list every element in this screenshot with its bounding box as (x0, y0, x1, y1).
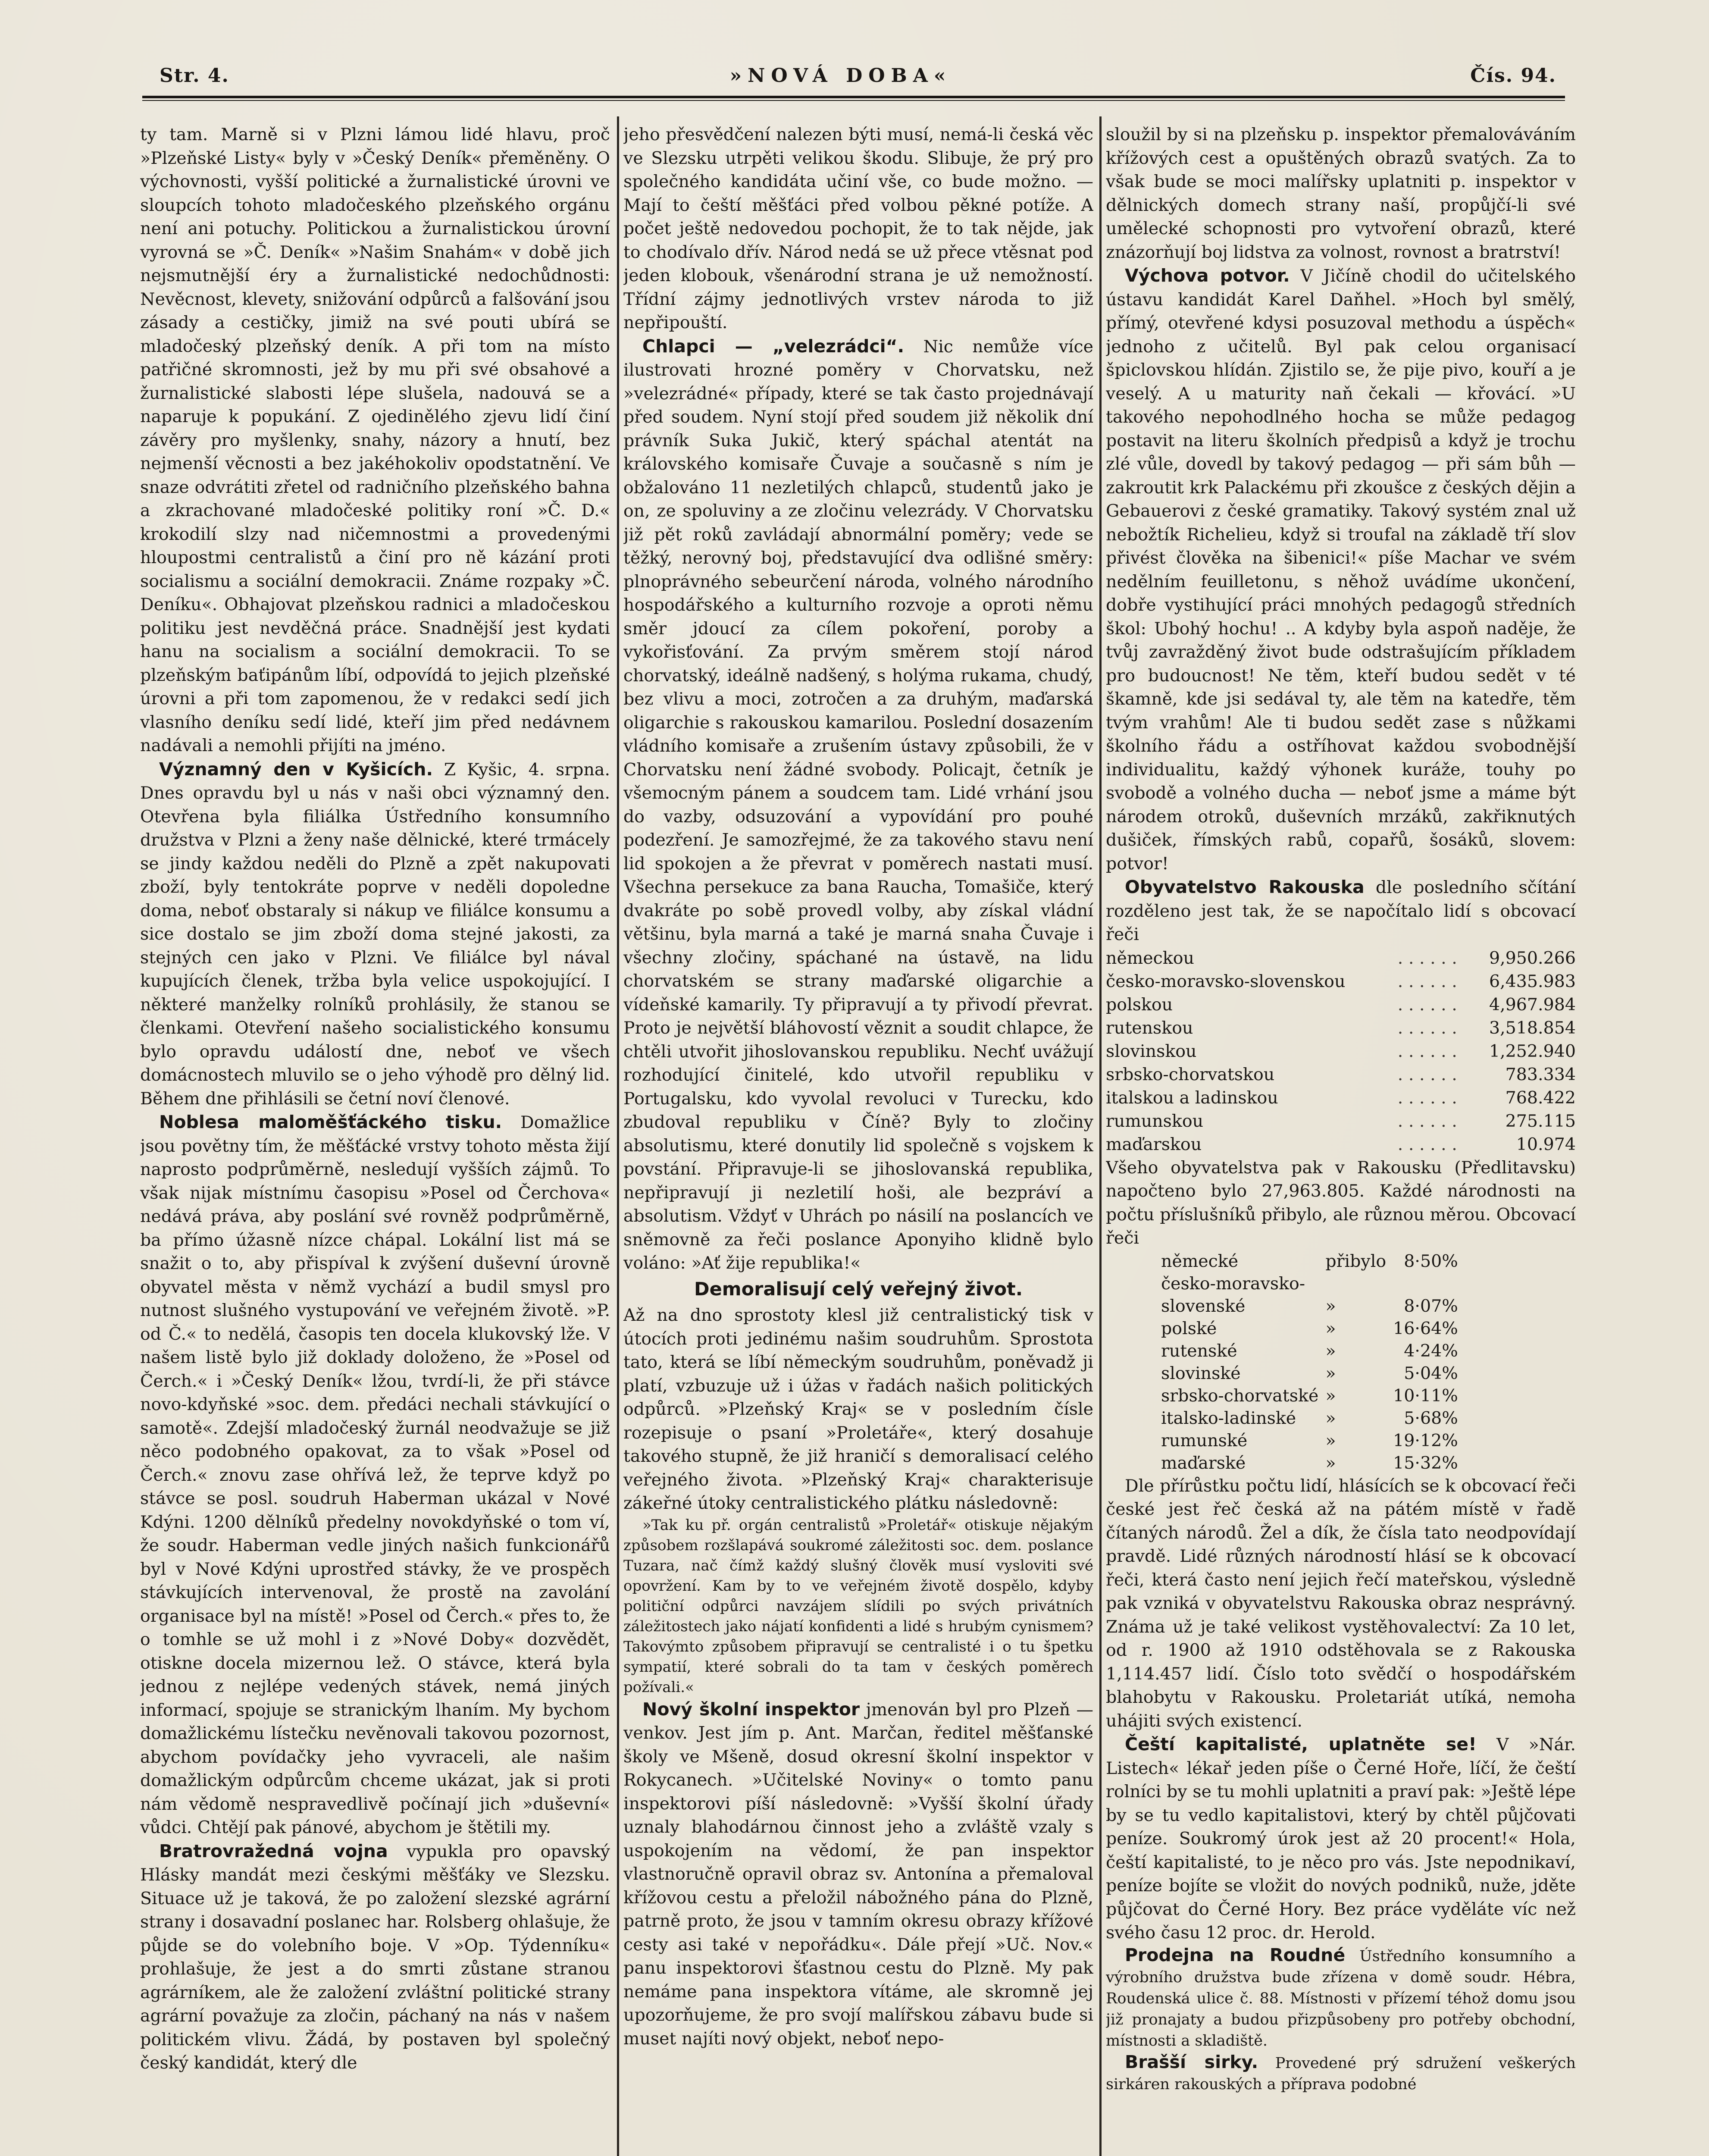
article-text: ty tam. Marně si v Plzni lámou lidé hlavu, proč »Plzeňské Listy« byly v »Český Deník« přeměněny. O výchovnosti, vyšší politické a žurnalistické úrovni ve sloupcích tohoto mladočeského plzeňského orgánu není ani potuchy. Politickou a žurnalistickou úrovní vyrovná se »Č. Deník« »Našim Snahám« v době jich nejsmutnější éry a žurnalistické nedochůdnosti: Nevěcnost, klevety, snižování odpůrců a falšování jsou zásady a cestičky, jimiž na své pouti ubírá se mladočeský plzeňský deník. A při tom na místo patřičné skromnosti, jež by mu při své obsahové a žurnalistické slabosti lépe slušela, nadouvá se a naparuje k popukání. Z ojedinělého zjevu lidí činí závěry pro myšlenky, snahy, názory a hnutí, bez nejmenší věcnosti a bez jakéhokoliv opodstatnění. Ve snaze odvrátiti zřetel od radničního plzeňského bahna a zkrachované mladočeské politiky roní »Č. D.« krokodilí slzy nad ničemnostmi a provedenými hloupostmi centralistů a činí pro ně kázání proti socialismu a sociální demokracii. Známe rozpaky »Č. Deníku«. Obhajovat plzeňskou radnici a mladočeskou politiku jest nevděčná práce. Snadnější jest kydati hanu na socialism a sociální demokracii. To se plzeňským baťipánům líbí, odpovídá to jejich plzeňské úrovni a při tom zapomenou, že v redakci sedí jich vlasního deníku sedí lidé, kteří jim před nedávnem nadávali a nemohli přijíti na jméno. (140, 125, 610, 755)
growth-value: 15·32% (1393, 1453, 1458, 1473)
table-row (1106, 1040, 1576, 1063)
newspaper-title: »NOVÁ DOBA« (729, 65, 952, 87)
table-row (1106, 1063, 1576, 1086)
population-value: 9,950.266 (1489, 948, 1576, 968)
table-row (1106, 993, 1576, 1016)
article-heading: Brašší sirky. (1125, 2051, 1258, 2072)
growth-value: 8·07% (1404, 1296, 1458, 1316)
article-text: Domažlice jsou povětny tím, že měšťácké vrstvy tohoto města žijí naprosto podprůměrně, nesledují vyšších zájmů. To však nijak místnímu časopisu »Posel od Čerchova« nedává práva, aby poslání své rovněž podprůměrně, ba přímo úžasně nízce chápal. Lokální list má se snažit o to, aby přispíval k zvýšení duševní úrovně obyvatel města v němž vychází a budil smysl pro nutnost slušného vystupování ve veřejném životě. »P. od Č.« to nedělá, časopis ten docela klukovský lže. V našem listě bylo již doklady doloženo, že »Posel od Čerch.« i »Český Deník« lžou, tvrdí-li, že při stávce novo-kdyňské »soc. dem. předáci nechali stávkující o samotě«. Zdejší mladočeský žurnál neodvažuje se již něco podobného opakovat, za to však »Posel od Čerch.« znovu zase ohřívá lež, že teprve když po stávce se posl. soudruh Haberman ukázal v Nové Kdýni. 1200 dělníků předelny novokdyňské o tom ví, že soudr. Haberman vedle jiných našich funkcionářů byl v Nové Kdýni uprostřed stávky, že ve prospěch stávkujících intervenoval, že prostě na zavolání organisace byl na místě! »Posel od Čerch.« přes to, že o tomhle se už mohl i z »Nové Doby« dozvědět, otiskne docela mizernou lež. O stávce, která byla jednou z nejlépe vedených stávek, nemá jiných informací, spojuje se stranickým lhaním. My bychom domažlickému lístečku nevěnovali takovou pozornost, abychom povídačky jeho vyvraceli, ale našim domažlickým odpůrcům chceme ukázat, jak si proti nám vědomě nespravedlivě počínají jich »duševní« vůdci. Chtějí pak pánové, abychom je štětili my. (140, 1112, 610, 1837)
language-label: německou (1106, 948, 1194, 968)
growth-mark: » (1325, 1430, 1336, 1451)
article-text: Provedené prý sdružení veškerých sirkáren rakouských a příprava podobné (1106, 2054, 1576, 2093)
article-text: Z Kyšic, 4. srpna. Dnes opravdu byl u nás v naši obci významný den. Otevřena byla filiálka Ústředního konsumního družstva v Plzni a ženy naše dělnické, které trmácely se jindy každou neděli do Plzně a zpět nakupovati zboží, byly tentokráte poprve v neděli dopoledne doma, neboť obstaraly si nákup ve filiálce konsumu a sice dostalo se jim zboží doma stejné jakosti, za stejných cen jako v Plzni. Ve filiálce byl nával kupujících členek, tržba byla velice uspokojující. I některé manželky rolníků prohlásily, že stanou se členkami. Otevření našeho socialistického konsumu bylo opravdu událostí dne, neboť ve všech domácnostech mluvilo se o jeho výhodě pro dělný lid. Během dne přihlásili se četní noví členové. (140, 759, 610, 1109)
language-label: česko-moravsko- (1161, 1273, 1305, 1294)
population-value: 3,518.854 (1489, 1018, 1576, 1038)
article-heading: Výchova potvor. (1125, 265, 1290, 286)
article-paragraph (1106, 2052, 1576, 2095)
article-paragraph (623, 1698, 1093, 2051)
growth-table (1158, 1250, 1462, 1474)
leader-dots: . . . . . . (1397, 1087, 1457, 1108)
table-row (1106, 1133, 1576, 1156)
article-text: sloužil by si na plzeňsku p. inspektor přemalováváním křížových cest a opuštěných obrazů svatých. Za to však bude se moci malířsky uplatniti p. inspektor v dělnických domech strany naší, propůjčí-li své umělecké schopnosti pro vytvoření obrazů, které znázorňují boj lidstva za volnost, rovnost a bratrství! (1106, 125, 1576, 262)
article-text: jmenován byl pro Plzeň — venkov. Jest jím p. Ant. Marčan, ředitel měšťanské školy ve Mšeně, dosud okresní školní inspektor v Rokycanech. »Učitelské Noviny« o tomto panu inspektorovi píší následovně: »Vyšší školní úřady uznaly blahodárnou činnost jeho a zvláště vzaly s uspokojením na vědomí, že pan inspektor vlastnoručně opravil obraz sv. Antonína a přemaloval křížovou cestu a přeložil nábožného pána do Plzně, patrně proto, že jsou v tamním okresu obrazy křížové cesty asi také v nepořádku«. Dále přejí »Uč. Nov.« panu inspektorovi šťastnou cestu do Plzně. My pak nemáme pana inspektora vítáme, ale skromně jej upozorňujeme, že pro svojí malířskou zábavu bude si muset najíti nový objekt, neboť nepo- (623, 1699, 1093, 2049)
article-heading: Demoralisují celý veřejný život. (694, 1278, 1023, 1300)
leader-dots: . . . . . . (1397, 948, 1457, 968)
header-rule (142, 96, 1565, 98)
leader-dots: . . . . . . (1397, 1041, 1457, 1061)
population-value: 768.422 (1505, 1087, 1576, 1108)
page-header (125, 65, 1556, 91)
header-rule-thin (142, 100, 1565, 101)
growth-mark: » (1325, 1363, 1336, 1383)
table-row (1106, 1109, 1576, 1133)
article-heading: Prodejna na Roudné (1125, 1944, 1346, 1965)
growth-mark (1322, 1272, 1390, 1295)
language-label: slovinské (1161, 1363, 1241, 1383)
language-label: rutenské (1161, 1341, 1237, 1361)
table-row (1158, 1272, 1462, 1295)
table-row (1106, 1086, 1576, 1109)
growth-value: 4·24% (1404, 1341, 1458, 1361)
language-label: rumunskou (1106, 1111, 1204, 1131)
table-row (1158, 1362, 1462, 1385)
language-label: česko-moravsko-slovenskou (1106, 971, 1346, 991)
language-label: rutenskou (1106, 1018, 1193, 1038)
language-label: polské (1161, 1318, 1217, 1338)
population-value: 1,252.940 (1489, 1041, 1576, 1061)
growth-mark: » (1325, 1318, 1336, 1338)
article-text: dle posledního sčítání rozděleno jest tak, že se napočítalo lidí s obcovací řeči (1106, 877, 1576, 944)
table-row (1158, 1295, 1462, 1317)
population-value: 4,967.984 (1489, 994, 1576, 1015)
article-heading: Chlapci — „velezrádci“. (642, 335, 905, 357)
table-row (1106, 1016, 1576, 1040)
article-heading: Čeští kapitalisté, uplatněte se! (1125, 1734, 1477, 1755)
growth-mark: » (1325, 1408, 1336, 1428)
article-heading: Noblesa maloměšťáckého tisku. (159, 1112, 502, 1132)
article-text: Ústředního konsumního a výrobního družstva bude zřízena v domě soudr. Hébra, Roudenská ulice č. 88. Místnosti v přízemí téhož domu jsou již pronajaty a budou přizpůsobeny pro potřeby obchodní, místnosti a skladiště. (1106, 1947, 1576, 2049)
article-text: Nic nemůže více ilustrovati hrozné poměry v Chorvatsku, než »velezrádné« případy, které se tak často projednávají před soudem. Nyní stojí před soudem již několik dní právník Suka Jukič, který spáchal atentát na královského komisaře Čuvaje a současně s ním je obžalováno 11 nezletilých chlapců, studentů jako je on, ze spoluviny a ze zločinu velezrády. V Chorvatsku již pět roků zavládají abnormální poměry; vede se těžký, nerovný boj, představující dva odlišné směry: plnoprávného sebeurčení národa, volného národního hospodářského a kulturního rozvoje a oproti němu směr jdoucí za cílem pokoření, poroby a vykořisťování. Za prvým směrem stojí národ chorvatský, ideálně nadšený, s holýma rukama, chudý, bez vlivu a moci, zotročen a za druhým, maďarská oligarchie s rakouskou kamarilou. Poslední dosazením vládního komisaře a zrušením ústavy způsobili, že v Chorvatsku není žádné svobody. Policajt, četník je všemocným pánem a soudcem tam. Lidé vrhání jsou do vazby, odsuzování a vypovídání pro pouhé podezření. Je samozřejmé, že za takového stavu není lid spokojen a že převrat v poměrech nastati musí. Všechna persekuce za bana Raucha, Tomašiče, který dvakráte po sobě provedl volby, aby získal vládní většinu, byla marná a také je marná snaha Čuvaje i všechny zločiny, spáchané na ústavě, na lidu chorvatském se strany maďarské oligarchie a vídeňské kamarily. Ty připravují a ty přivodí převrat. Proto je největší bláhovostí věznit a soudit chlapce, že chtěli utvořit jihoslovanskou republiku. Nechť uvážují rozhodující činitelé, kdo utvořil republiku v Portugalsku, kdo vyvolal revoluci v Turecku, kdo zbudoval republiku v Číně? Byly to zločiny absolutismu, které donutily lid společně s vojskem k povstání. Připravuje-li se jihoslovanská republika, nepřipravují ji nezletilí hoši, ale bezpráví a absolutism. Vždyť v Uhrách po násilí na poslancích ve sněmovně za řeči poslance Aponyiho klidně bylo voláno: »Ať žije republika!« (623, 336, 1093, 1273)
article-text: Všeho obyvatelstva pak v Rakousku (Předlitavsku) napočteno bylo 27,963.805. Každé národnosti na počtu příslušníků přibylo, ale různou měrou. Obcovací řeči (1106, 1157, 1576, 1248)
growth-value: 16·64% (1393, 1318, 1458, 1338)
article-paragraph (1106, 875, 1576, 946)
growth-value: 19·12% (1393, 1430, 1458, 1451)
language-label: maďarské (1161, 1453, 1246, 1473)
article-paragraph (140, 758, 610, 1111)
leader-dots: . . . . . . (1397, 1018, 1457, 1038)
growth-mark: » (1325, 1341, 1336, 1361)
article-text: vypukla pro opavský Hlásky mandát mezi českými měšťáky ve Slezsku. Situace už je taková, že po založení slezské agrární strany i dosavadní poslanec har. Rolsberg ohlašuje, že půjde se do volebního boje. V »Op. Týdenníku« prohlašuje, že jest a do smrti zůstane stranou agrárníkem, ale že založení zvláštní politické strany agrární považuje za zločin, páchaný na nás v našem politickém vlivu. Žádá, by postaven byl společný český kandidát, který dle (140, 1841, 610, 2073)
language-label: italskou a ladinskou (1106, 1087, 1278, 1108)
language-label: německé (1161, 1251, 1239, 1271)
growth-value: 8·50% (1404, 1251, 1458, 1271)
language-label: srbsko-chorvatskou (1106, 1064, 1275, 1084)
article-paragraph (623, 335, 1093, 1275)
article-heading: Nový školní inspektor (642, 1698, 860, 1720)
table-row (1158, 1385, 1462, 1407)
language-label: slovenské (1161, 1296, 1246, 1316)
table-row (1106, 946, 1576, 970)
article-heading: Bratrovražedná vojna (159, 1840, 388, 1861)
table-row (1158, 1317, 1462, 1340)
language-label: maďarskou (1106, 1134, 1202, 1154)
article-paragraph (1106, 1733, 1576, 1945)
article-paragraph (140, 1839, 610, 2075)
growth-mark: přibylo (1325, 1251, 1387, 1271)
leader-dots: . . . . . . (1397, 1134, 1457, 1154)
growth-mark: » (1325, 1385, 1336, 1406)
growth-mark: » (1325, 1453, 1336, 1473)
population-value: 10.974 (1516, 1134, 1576, 1154)
table-row (1158, 1452, 1462, 1474)
page-number: Str. 4. (160, 65, 229, 87)
quoted-text: »Tak ku př. orgán centralistů »Proletář« otiskuje nějakým způsobem rozšlapává soukromé záležitosti soc. dem. poslance Tuzara, nač čímž každý slušný člověk musí vysloviti své opovržení. Kam by to ve veřejném životě dospělo, kdyby političní odpůrci navzájem slídili po svých privátních záležitostech jako nájatí konfidenti a lidé s hrubým cynismem? Takovýmto způsobem připravují se centralisté i o tu špetku sympatií, které sobrali do ta tam v českých poměrech požívali.« (623, 1516, 1093, 1696)
issue-number: Čís. 94. (1470, 65, 1556, 87)
column-1 (140, 123, 610, 2156)
leader-dots: . . . . . . (1397, 994, 1457, 1015)
growth-value (1390, 1272, 1462, 1295)
table-row (1106, 970, 1576, 993)
population-value: 783.334 (1505, 1064, 1576, 1084)
column-divider-1 (617, 116, 619, 2156)
article-paragraph (140, 1110, 610, 1839)
growth-value: 10·11% (1393, 1385, 1458, 1406)
language-label: srbsko-chorvatské (1161, 1385, 1319, 1406)
growth-value: 5·68% (1404, 1408, 1458, 1428)
table-row (1158, 1407, 1462, 1429)
leader-dots: . . . . . . (1397, 1111, 1457, 1131)
article-text: jeho přesvědčení nalezen býti musí, nemá-li česká věc ve Slezsku utrpěti velikou škodu. Slibuje, že prý pro společného kandidáta učiní vše, co bude možno. — Mají to čeští měšťáci před volbou pěkné potíže. A počet ještě nedovedou pochopit, že to tak nějde, jak to chodívalo dřív. Národ nedá se už přece vtěsnat pod jeden klobouk, všenárodní strana je už nemožností. Třídní zájmy jednotlivých vrstev národa to již nepřipouští. (623, 125, 1093, 332)
table-row (1158, 1340, 1462, 1362)
population-table (1106, 946, 1576, 1156)
language-label: slovinskou (1106, 1041, 1197, 1061)
column-3 (1106, 123, 1576, 2156)
growth-mark: » (1325, 1296, 1336, 1316)
article-text: V »Nár. Listech« lékař jeden píše o Černé Hoře, líčí, že čeští rolníci by se tu mohli uplatniti a praví pak: »Ještě lépe by se tu vedlo kapitalistovi, který by chtěl půjčovati peníze. Soukromý úrok jest až 20 procent!« Hola, čeští kapitalisté, to je něco pro vás. Jste nepodnikaví, peníze bojíte se vložit do nových podniků, nuže, jděte půjčovat do Černé Hory. Bez práce vyděláte víc než svého času 12 proc. dr. Herold. (1106, 1735, 1576, 1943)
table-row (1158, 1429, 1462, 1452)
column-2 (623, 123, 1093, 2156)
growth-value: 5·04% (1404, 1363, 1458, 1383)
article-text: Až na dno sprostoty klesl již centralistický tisk v útocích proti jedinému našim soudruhům. Sprostota tato, která se líbí německým soudruhům, poněvadž ji platí, vzbuzuje už i úžas v řadách našich politických odpůrců. »Plzeňský Kraj« se v posledním čísle rozepisuje o psaní »Proletáře«, který dosahuje takového stupně, že již hraničí s demoralisací celého veřejného života. »Plzeňský Kraj« charakterisuje zákeřné útoky centralistického plátku následovně: (623, 1305, 1093, 1513)
language-label: polskou (1106, 994, 1173, 1015)
language-label: rumunské (1161, 1430, 1248, 1451)
column-divider-2 (1099, 116, 1102, 2156)
article-heading: Obyvatelstvo Rakouska (1125, 877, 1365, 897)
population-value: 275.115 (1505, 1111, 1576, 1131)
leader-dots: . . . . . . (1397, 1064, 1457, 1084)
leader-dots: . . . . . . (1397, 971, 1457, 991)
table-row (1158, 1250, 1462, 1272)
article-heading: Významný den v Kyšicích. (159, 758, 433, 780)
article-paragraph (1106, 1945, 1576, 2052)
article-text: Dle přírůstku počtu lidí, hlásících se k obcovací řeči české jest řeč česká až na pátém místě v řadě čítaných národů. Žel a dík, že čísla tato neodpovídají pravdě. Lidé různých národností hlásí se k obcovací řeči, která často není jejich řečí mateřskou, výsledně pak vzniká v obyvatelstvu Rakouska obraz nesprávný. Známa už je také velikost vystěhovalectví: Za 10 let, od r. 1900 až 1910 odstěhovala se z Rakouska 1,114.457 lidí. Číslo toto svědčí o hospodářském blahobytu v Rakousku. Proletariát utíká, nemoha uhájiti svých existencí. (1106, 1476, 1576, 1731)
article-text: V Jičíně chodil do učitelského ústavu kandidát Karel Daňhel. »Hoch byl smělý, přímý, otevřené kdysi posuzoval methodu a úspěch« jednoho z učitelů. Byl pak celou organisací špiclovskou hlídán. Zjistilo se, že pije pivo, kouří a je veselý. A u maturity naň čekali — křovácí. »U takového nepohodlného hocha se může pedagog postavit na literu školních předpisů a když je trochu zlé vůle, dovedl by takový pedagog — při sám bůh — zakroutit krk Palackému při zkoušce z českých dějin a Gebauerovi z české gramatiky. Takový systém znal už nebožtík Richelieu, když si troufal na základě tří slov přivést člověka na šibenici!« píše Machar ve svém nedělním feuilletonu, s něhož uvádíme ukončení, dobře vystihující práci mnohých pedagogů středních škol: Ubohý hochu! .. A kdyby byla aspoň naděje, že tvůj zavražděný život bude odstrašujícím příkladem pro budoucnost! Ne těm, kteří budou sedět v té škamně, kde jsi sedával ty, ale těm na katedře, těm tvým vrahům! Ale ti budou sedět zase s nůžkami školního řádu a ostříhovat každou svobodnější individualitu, každý výhonek kuráže, touhy po svobodě a volného ducha — neboť jsme a máme být národem otroků, duševních mrzáků, zakřiknutých dušiček, římských rabů, copařů, šosáků, slovem: potvor! (1106, 266, 1576, 874)
article-paragraph (1106, 264, 1576, 875)
population-value: 6,435.983 (1489, 971, 1576, 991)
language-label: italsko-ladinské (1161, 1408, 1296, 1428)
